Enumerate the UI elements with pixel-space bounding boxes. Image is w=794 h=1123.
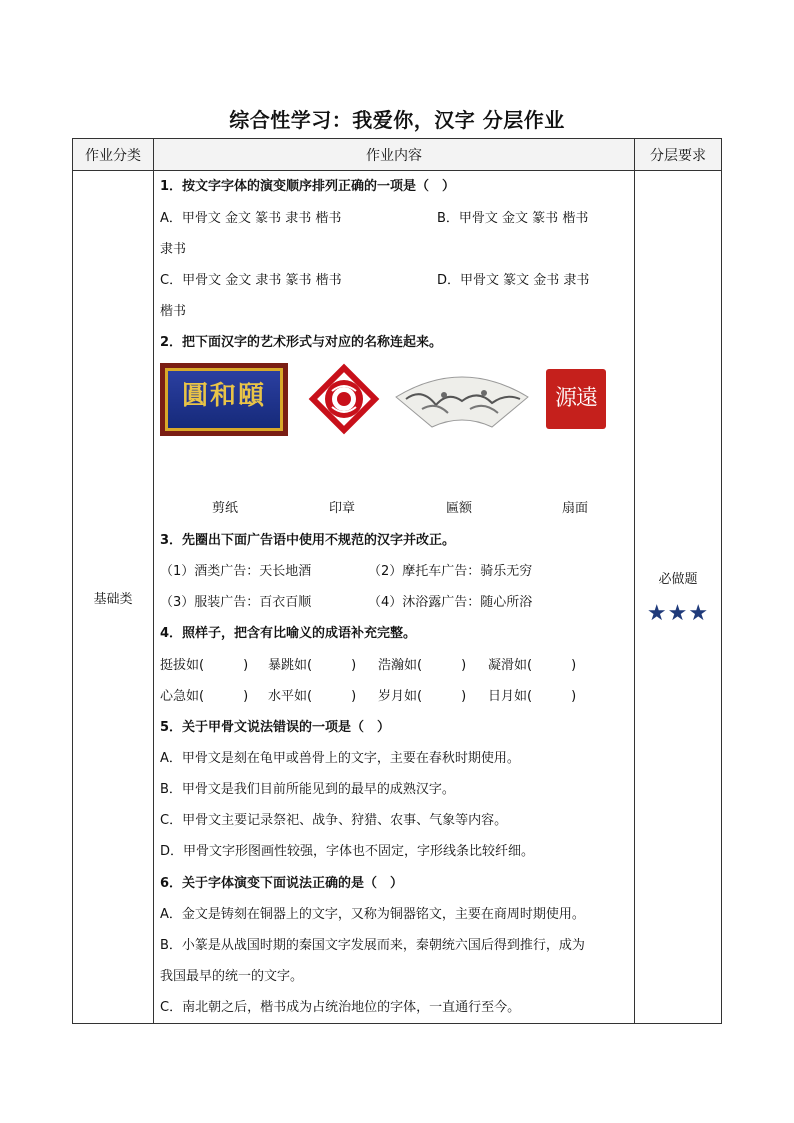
q4-item-6: 水平如( ) bbox=[268, 689, 357, 704]
q3-stem: 3．先圈出下面广告语中使用不规范的汉字并改正。 bbox=[160, 533, 456, 548]
art-name-4: 扇面 bbox=[562, 501, 589, 516]
paper-cut-image bbox=[306, 361, 382, 437]
q4-item-1: 挺拔如( ) bbox=[160, 658, 249, 673]
plaque-text: 圓和頤 bbox=[181, 381, 266, 411]
seal-text: 源遠 bbox=[554, 386, 597, 411]
q5-option-c: C．甲骨文主要记录祭祀、战争、狩猎、农事、气象等内容。 bbox=[160, 813, 508, 828]
q4-item-3: 浩瀚如( ) bbox=[378, 658, 467, 673]
category-cell: 基础类 bbox=[73, 171, 154, 1024]
q6-stem: 6．关于字体演变下面说法正确的是（ ） bbox=[160, 876, 404, 891]
q5-option-d: D．甲骨文字形图画性较强，字体也不固定，字形线条比较纤细。 bbox=[160, 844, 535, 859]
art-name-3: 匾额 bbox=[446, 501, 473, 516]
q5-option-a: A．甲骨文是刻在龟甲或兽骨上的文字，主要在春秋时期使用。 bbox=[160, 751, 520, 766]
header-content: 作业内容 bbox=[154, 139, 635, 171]
difficulty-stars: ★★★ bbox=[646, 601, 710, 626]
requirement-label: 必做题 bbox=[658, 572, 698, 587]
q2-stem: 2．把下面汉字的艺术形式与对应的名称连起来。 bbox=[160, 335, 443, 350]
header-category: 作业分类 bbox=[73, 139, 154, 171]
q1-stem: 1．按文字字体的演变顺序排列正确的一项是（ ） bbox=[160, 179, 456, 194]
requirement-cell bbox=[635, 171, 722, 1024]
q4-stem: 4．照样子，把含有比喻义的成语补充完整。 bbox=[160, 626, 417, 641]
plaque-image bbox=[160, 363, 288, 436]
q1-option-b-cont: 隶书 bbox=[160, 242, 187, 257]
seal-image bbox=[546, 369, 606, 429]
q3-item-4: （4）沐浴露广告：随心所浴 bbox=[368, 595, 533, 610]
q3-item-2: （2）摩托车广告：骑乐无穷 bbox=[368, 564, 533, 579]
q4-item-4: 凝滑如( ) bbox=[488, 658, 577, 673]
q4-item-7: 岁月如( ) bbox=[378, 689, 467, 704]
q1-option-a: A．甲骨文 金文 篆书 隶书 楷书 bbox=[160, 211, 342, 226]
q6-option-b: B．小篆是从战国时期的秦国文字发展而来，秦朝统六国后得到推行，成为 bbox=[160, 938, 585, 953]
q6-option-b-cont: 我国最早的统一的文字。 bbox=[160, 969, 304, 984]
q4-item-5: 心急如( ) bbox=[160, 689, 249, 704]
q1-option-d: D．甲骨文 篆文 金书 隶书 bbox=[437, 273, 590, 288]
q1-option-c: C．甲骨文 金文 隶书 篆书 楷书 bbox=[160, 273, 342, 288]
q1-option-b: B．甲骨文 金文 篆书 楷书 bbox=[437, 211, 589, 226]
q4-item-8: 日月如( ) bbox=[488, 689, 577, 704]
fan-image bbox=[392, 365, 532, 435]
art-name-2: 印章 bbox=[329, 501, 356, 516]
q6-option-a: A．金文是铸刻在铜器上的文字，又称为铜器铭文，主要在商周时期使用。 bbox=[160, 907, 585, 922]
q6-option-c: C．南北朝之后，楷书成为占统治地位的字体，一直通行至今。 bbox=[160, 1000, 521, 1015]
header-row bbox=[73, 139, 722, 171]
art-name-1: 剪纸 bbox=[212, 501, 239, 516]
q1-option-d-cont: 楷书 bbox=[160, 304, 187, 319]
page-title: 综合性学习：我爱你，汉字 分层作业 bbox=[229, 108, 565, 132]
header-requirement: 分层要求 bbox=[635, 139, 722, 171]
q5-stem: 5．关于甲骨文说法错误的一项是（ ） bbox=[160, 720, 391, 735]
basic-row bbox=[73, 171, 722, 1024]
q3-item-3: （3）服装广告：百衣百顺 bbox=[160, 595, 312, 610]
q3-item-1: （1）酒类广告：天长地酒 bbox=[160, 564, 312, 579]
homework-table bbox=[72, 138, 722, 1024]
content-cell bbox=[154, 171, 635, 1024]
q5-option-b: B．甲骨文是我们目前所能见到的最早的成熟汉字。 bbox=[160, 782, 455, 797]
q4-item-2: 暴跳如( ) bbox=[268, 658, 357, 673]
